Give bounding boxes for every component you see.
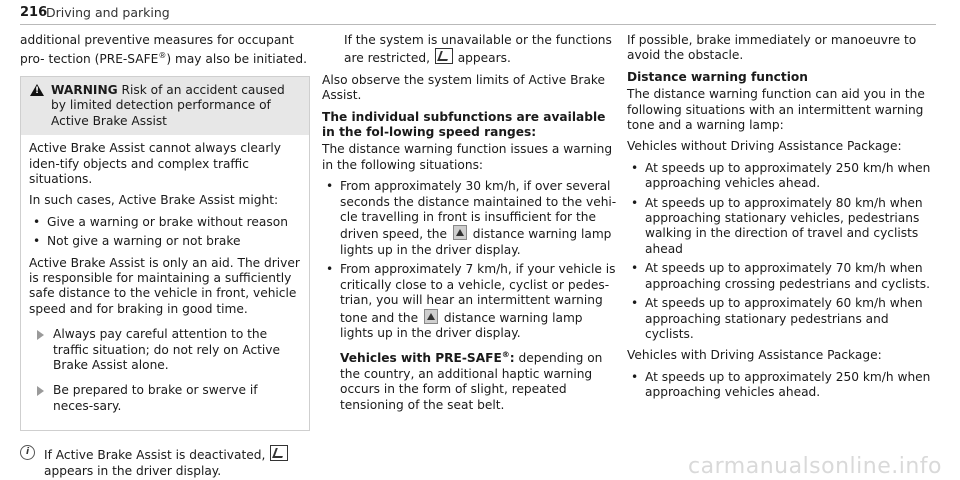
lead-paragraph: The distance warning function issues a warning in the following situations:	[322, 142, 613, 172]
presafe-paragraph: Vehicles with PRE-SAFE®: depending on the country, an additional haptic warning occurs in the form of slight, repeated tensioning of the seat belt.	[340, 350, 603, 412]
warning-text: Risk of an accident caused by limited detection performance of Active Brake Assist	[51, 82, 285, 128]
column-middle	[322, 33, 618, 419]
lead-paragraph: The distance warning function can aid you in the following situations with an intermittent warning tone and a warning lamp:	[627, 87, 925, 133]
package-label: Vehicles without Driving Assistance Package:	[627, 139, 902, 154]
list-item: • At speeds up to approximately 250 km/h when approaching vehicles ahead.	[627, 161, 939, 192]
list-item: • At speeds up to approximately 70 km/h when approaching crossing pedestrians and cyclists.	[627, 261, 939, 292]
list-item: • At speeds up to approximately 80 km/h when approaching stationary vehicles, pedestrians walking in the direction of travel and cyclists ahead	[627, 196, 939, 258]
distance-warning-lamp-icon	[424, 309, 438, 324]
warning-triangle-icon	[30, 84, 44, 96]
info-note: i If Active Brake Assist is deactivated, appears in the driver display.	[20, 445, 310, 479]
watermark: carmanualsonline.info	[688, 453, 942, 479]
info-icon: i	[20, 445, 35, 460]
package-label: Vehicles with Driving Assistance Package:	[627, 348, 882, 363]
list-item: • Give a warning or brake without reason	[29, 215, 301, 230]
warning-bullets	[29, 215, 301, 250]
intro-paragraph: additional preventive measures for occupant pro- tection (PRE-SAFE®) may also be initiated.	[20, 33, 308, 67]
package-2-bullets	[627, 370, 939, 401]
arrow-right-icon	[37, 386, 44, 396]
distance-warning-lamp-icon	[453, 225, 467, 240]
warning-body-2: In such cases, Active Brake Assist might:	[29, 193, 279, 208]
list-item: • At speeds up to approximately 60 km/h when approaching stationary pedestrians and cyclists.	[627, 296, 939, 342]
instruction-step: Be prepared to brake or swerve if neces-sary.	[29, 383, 301, 414]
list-item: • At speeds up to approximately 250 km/h when approaching vehicles ahead.	[627, 370, 939, 401]
page-number: 216	[20, 5, 48, 20]
distance-warning-heading: Distance warning function	[627, 69, 808, 84]
list-item: • From approximately 7 km/h, if your vehicle is critically close to a vehicle, cyclist or pedes-trian, you will hear an intermittent warning tone and the distance warning lamp lights up in the driver display.	[322, 262, 618, 341]
warning-header	[21, 77, 309, 135]
column-left	[20, 33, 310, 479]
instruction-step: Always pay careful attention to the traffic situation; do not rely on Active Brake Assist alone.	[29, 327, 301, 373]
list-item: • Not give a warning or not brake	[29, 234, 301, 249]
warning-box	[20, 76, 310, 431]
warning-body-3: Active Brake Assist is only an aid. The driver is responsible for maintaining a sufficiently safe distance to the vehicle in front, vehicle speed and for braking in good time.	[29, 255, 300, 316]
package-1-bullets	[627, 161, 939, 342]
arrow-right-icon	[37, 330, 44, 340]
intro-paragraph: If possible, brake immediately or manoeuvre to avoid the obstacle.	[627, 33, 917, 63]
brake-assist-off-icon	[270, 445, 288, 461]
page-header	[20, 2, 936, 25]
warning-body-1: Active Brake Assist cannot always clearly iden-tify objects and complex traffic situations.	[29, 141, 281, 186]
warning-label: WARNING	[51, 82, 118, 97]
restricted-paragraph: If the system is unavailable or the functions are restricted, appears.	[344, 33, 612, 66]
section-title: Driving and parking	[46, 5, 170, 20]
warning-body	[21, 135, 309, 430]
situation-bullets	[322, 179, 618, 341]
list-item: • From approximately 30 km/h, if over several seconds the distance maintained to the vehi-cle travelling in front is insufficient for the driven speed, the distance warning lamp lights up in the driver display.	[322, 179, 618, 258]
subheading-speed-ranges: The individual subfunctions are available in the fol-lowing speed ranges:	[322, 109, 606, 140]
column-right	[627, 33, 939, 407]
brake-assist-restricted-icon	[435, 48, 453, 64]
observe-paragraph: Also observe the system limits of Active Brake Assist.	[322, 72, 606, 103]
